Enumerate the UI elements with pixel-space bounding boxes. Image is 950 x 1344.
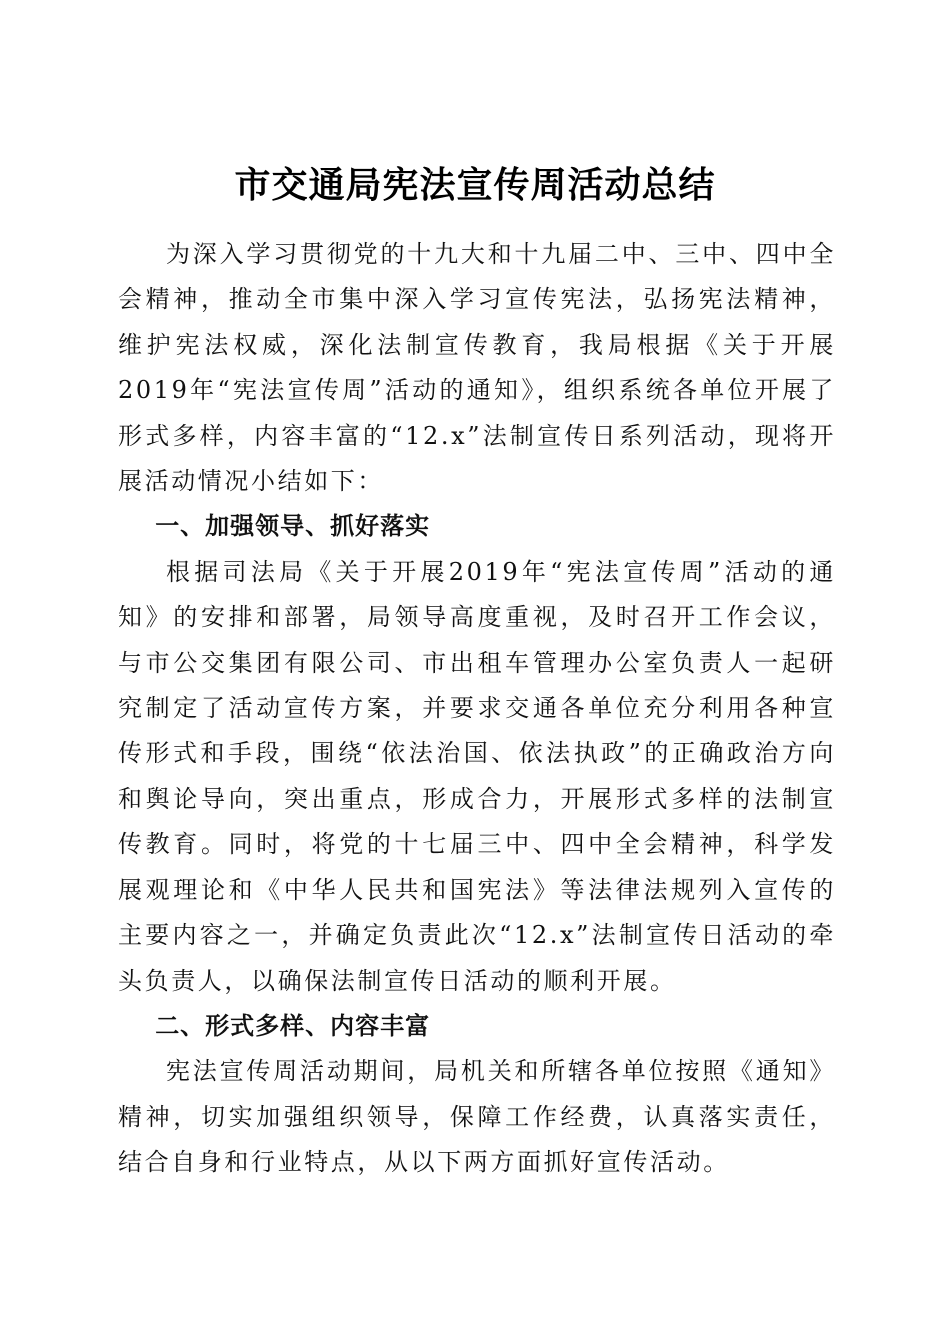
section-heading: 二、形式多样、内容丰富 bbox=[155, 1011, 431, 1040]
intro-paragraph: 为深入学习贯彻党的十九大和十九届二中、三中、四中全会精神，推动全市集中深入学习宣传宪法，弘扬宪法精神，维护宪法权威，深化法制宣传教育，我局根据《关于开展2019年“宪法宣传周”活动的通知》，组织系统各单位开展了形式多样，内容丰富的“12.x”法制宣传日系列活动，现将开展活动情况小结如下： bbox=[118, 240, 836, 496]
document-body bbox=[118, 232, 836, 1186]
section-paragraph: 宪法宣传周活动期间，局机关和所辖各单位按照《通知》精神，切实加强组织领导，保障工作经费，认真落实责任，结合自身和行业特点，从以下两方面抓好宣传活动。 bbox=[118, 1057, 836, 1177]
section-heading: 一、加强领导、抓好落实 bbox=[155, 512, 431, 541]
document-title: 市交通局宪法宣传周活动总结 bbox=[234, 164, 716, 207]
section-paragraph: 根据司法局《关于开展2019年“宪法宣传周”活动的通知》的安排和部署，局领导高度重视，及时召开工作会议，与市公交集团有限公司、市出租车管理办公室负责人一起研究制定了活动宣传方案，并要求交通各单位充分利用各种宣传形式和手段，围绕“依法治国、依法执政”的正确政治方向和舆论导向，突出重点，形成合力，开展形式多样的法制宣传教育。同时，将党的十七届三中、四中全会精神，科学发展观理论和《中华人民共和国宪法》等法律法规列入宣传的主要内容之一，并确定负责此次“12.x”法制宣传日活动的牵头负责人，以确保法制宣传日活动的顺利开展。 bbox=[118, 557, 836, 995]
